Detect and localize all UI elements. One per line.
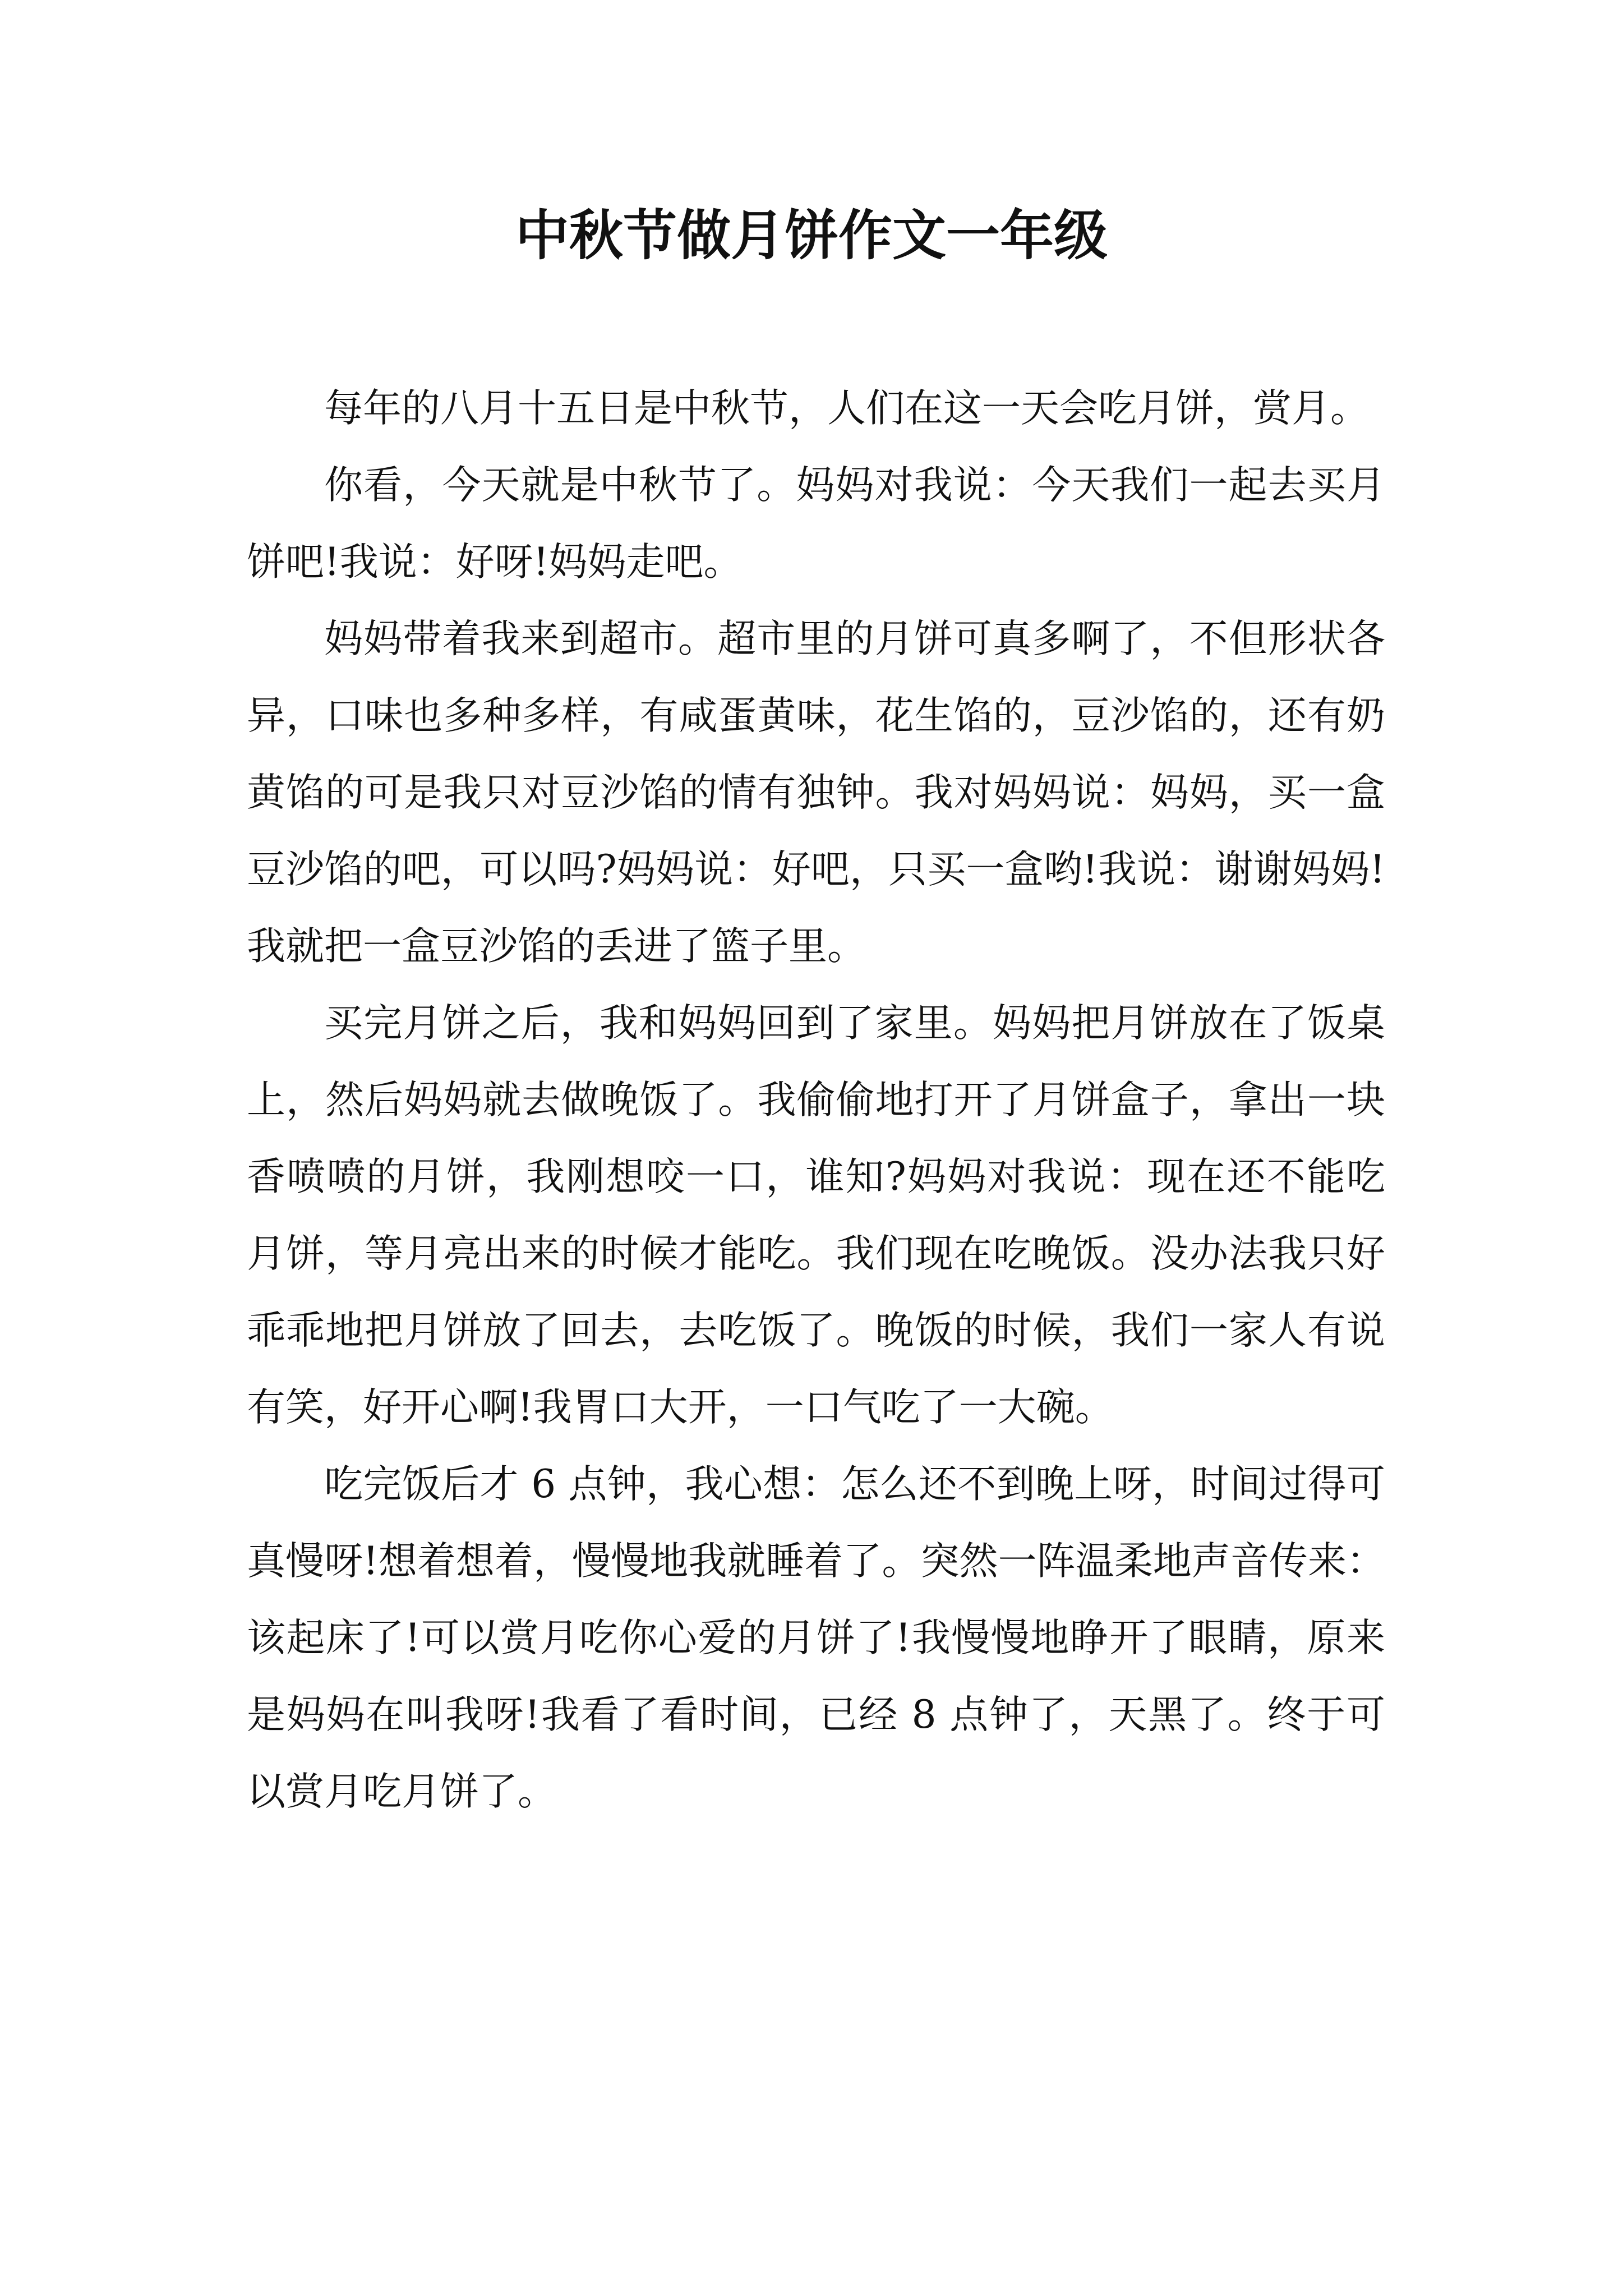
document-body xyxy=(247,370,1385,1830)
paragraph-2: 你看，今天就是中秋节了。妈妈对我说：今天我们一起去买月饼吧!我说：好呀!妈妈走吧。 xyxy=(247,463,1385,585)
paragraph-5: 吃完饭后才 6 点钟，我心想：怎么还不到晚上呀，时间过得可真慢呀!想着想着，慢慢地我就睡着了。突然一阵温柔地声音传来：该起床了!可以赏月吃你心爱的月饼了!我慢慢地睁开了眼睛，原来是妈妈在叫我呀!我看了看时间，已经 8 点钟了，天黑了。终于可以赏月吃月饼了。 xyxy=(247,1462,1385,1814)
document-title: 中秋节做月饼作文一年级 xyxy=(515,204,1108,267)
paragraph-4: 买完月饼之后，我和妈妈回到了家里。妈妈把月饼放在了饭桌上，然后妈妈就去做晚饭了。我偷偷地打开了月饼盒子，拿出一块香喷喷的月饼，我刚想咬一口，谁知?妈妈对我说：现在还不能吃月饼，等月亮出来的时候才能吃。我们现在吃晚饭。没办法我只好乖乖地把月饼放了回去，去吃饭了。晚饭的时候，我们一家人有说有笑，好开心啊!我胃口大开，一口气吃了一大碗。 xyxy=(247,1001,1385,1430)
paragraph-3: 妈妈带着我来到超市。超市里的月饼可真多啊了，不但形状各异，口味也多种多样，有咸蛋黄味，花生馅的，豆沙馅的，还有奶黄馅的可是我只对豆沙馅的情有独钟。我对妈妈说：妈妈，买一盒豆沙馅的吧，可以吗?妈妈说：好吧，只买一盒哟!我说：谢谢妈妈!我就把一盒豆沙馅的丢进了篮子里。 xyxy=(247,616,1385,969)
paragraph-1: 每年的八月十五日是中秋节，人们在这一天会吃月饼，赏月。 xyxy=(324,386,1369,431)
